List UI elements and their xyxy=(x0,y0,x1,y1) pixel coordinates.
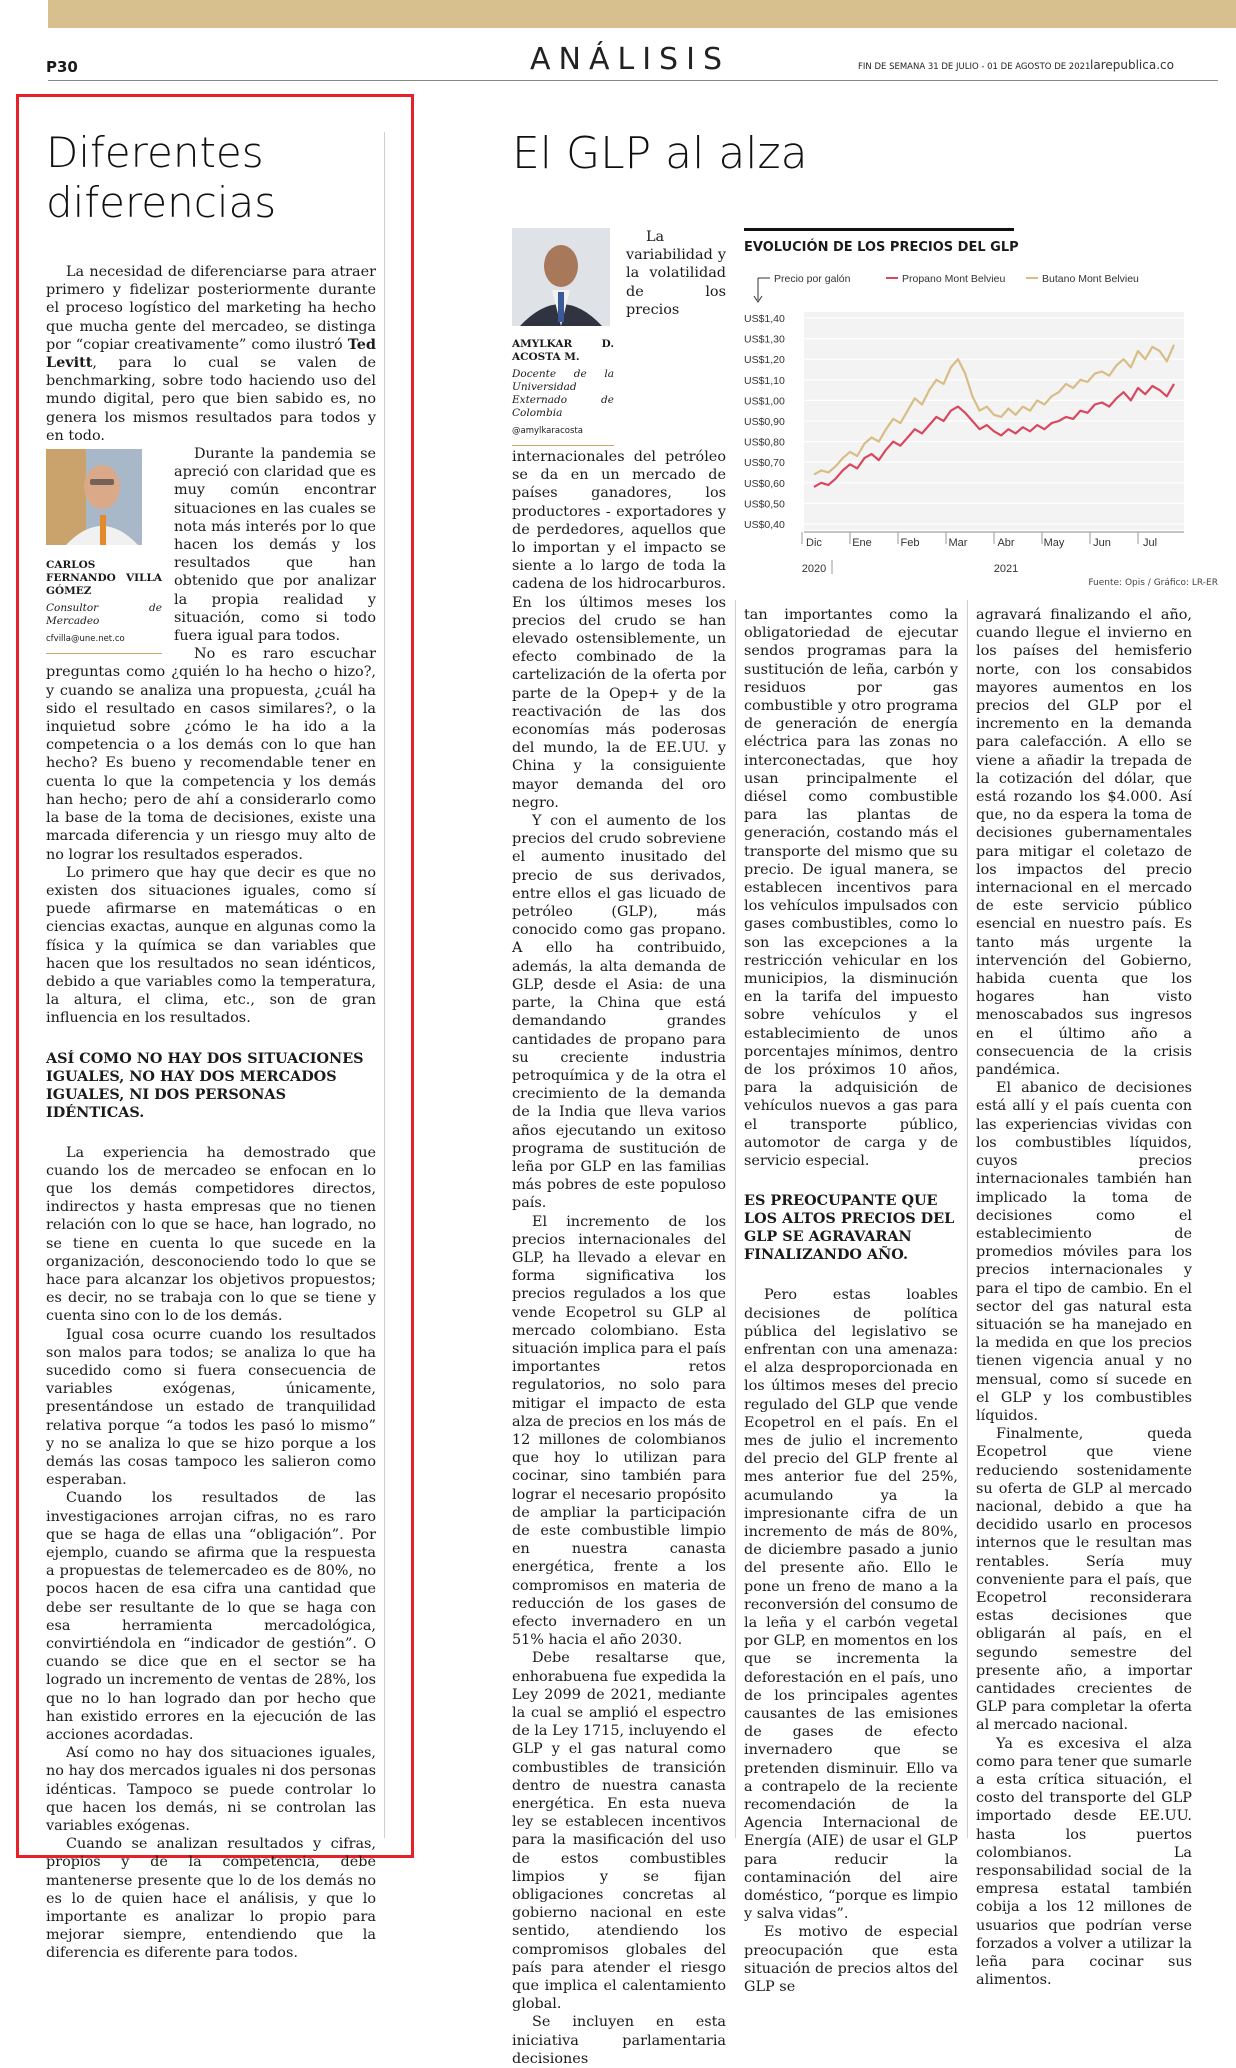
author-role: Consultor de Mercadeo xyxy=(46,602,162,628)
year-label: 2021 xyxy=(993,563,1019,575)
right-article-title: El GLP al alza xyxy=(512,128,808,179)
pull-quote: ES PREOCUPANTE QUE LOS ALTOS PRECIOS DEL GLP SE AGRAVARAN FINALIZANDO AÑO. xyxy=(744,1192,955,1264)
paragraph: tan importantes como la obligatoriedad de ejecutar sendos programas para la sustitución de leña, carbón y residuos por gas combustible y otro programa de generación de energía eléctrica para las zonas no interconectadas, que hoy usan principalmente el diésel como combustible para las plantas de generación, costando más el transporte del mismo que su precio. De igual manera, se establecen incentivos para los vehículos impulsados con gases combustibles, como lo son las excepciones a la restricción vehicular en los municipios, la disminución en la tarifa del impuesto sobre vehículos y el establecimiento de unos porcentajes mínimos, dentro de los próximos 10 años, para la adquisición de vehículos nuevos a gas para el transporte público, automotor de carga y de servicio especial. xyxy=(744,607,958,1170)
author-photo xyxy=(512,228,610,326)
chart-title: EVOLUCIÓN DE LOS PRECIOS DEL GLP xyxy=(744,240,1019,255)
x-tick-label: Mar xyxy=(948,537,968,549)
y-tick-label: US$1,10 xyxy=(744,374,785,387)
chart-top-rule xyxy=(744,228,1014,231)
paragraph: Pero estas loables decisiones de política pública del legislativo se enfrentan con una amenaza: el alza desproporcionada en los últimos meses del precio regulado del GLP que vende Ecopetrol en el país. En el mes de julio el incremento del precio del GLP frente al mes anterior fue del 25%, acumulando ya la impresionante cifra de un incremento de más de 80%, de diciembre pasado a junio del presente año. Ello le pone un freno de mano a la reconversión del consumo de la leña y el carbón vegetal por GLP, en momentos en los que se incrementa la deforestación en el país, uno de los principales agentes causantes de las emisiones de gases de efecto invernadero que se pretenden disminuir. Ello va a contrapelo de la reciente recomendación de la Agencia Internacional de Energía (AIE) de usar el GLP para reducir la contaminación del aire doméstico, “porque es limpio y salva vidas”. xyxy=(744,1287,958,1923)
author-role: Docente de la Universidad Externado de Colombia xyxy=(512,368,614,419)
issue-date: FIN DE SEMANA 31 DE JULIO - 01 DE AGOSTO DE 2021 xyxy=(858,62,1091,72)
paragraph: Cuando los resultados de las investigaciones arrojan cifras, no es raro que se haga de ellas una “obligación”. Por ejemplo, cuando se afirma que la respuesta a propuestas de telemercadeo es de 80%, no pocos hacen de esa cifra una cantidad que debe ser resultante de lo que se haga con esa herramienta mercadológica, convirtiéndola en “indicador de gestión”. O cuando se dice que en el sector se ha logrado un incremento de ventas de 28%, los que no lo han logrado dan por hecho que han existido errores en la ejecución de las acciones acordadas. xyxy=(46,1490,376,1744)
paragraph: Debe resaltarse que, enhorabuena fue expedida la Ley 2099 de 2021, mediante la cual se amplió el espectro de la Ley 1715, incluyendo el GLP y el gas natural como combustibles de transición dentro de nuestra canasta energética. En esta nueva ley se establecen incentivos para la masificación del uso de estos combustibles limpios y se fijan obligaciones concretas al gobierno nacional en este sentido, atendiendo los compromisos globales del país para atender el riesgo que implica el calentamiento global. xyxy=(512,1650,726,2013)
x-tick-label: Dic xyxy=(806,537,822,549)
legend-label: Butano Mont Belvieu xyxy=(1042,273,1139,285)
paragraph: No es raro escuchar preguntas como ¿quién lo ha hecho o hizo?, y cuando se analiza una propuesta, ¿cuál ha sido el resultado en casos similares?, o la inquietud sobre ¿cómo le ha ido a la competencia o a los demás con lo que han hecho? Es bueno y recomendable tener en cuenta lo que la competencia y los demás han hecho; pero de ahí a considerarlo como la base de la toma de decisiones, existe una marcada diferencia y un riesgo muy alto de no lograr los resultados esperados. xyxy=(46,646,376,863)
pull-quote: ASÍ COMO NO HAY DOS SITUACIONES IGUALES, NO HAY DOS MERCADOS IGUALES, NI DOS PERSONAS IDÉNTICAS. xyxy=(46,1049,364,1121)
column-divider xyxy=(735,600,736,1838)
y-tick-label: US$0,70 xyxy=(744,457,785,470)
chart-source: Fuente: Opis / Gráfico: LR-ER xyxy=(1088,578,1218,588)
paragraph: Es motivo de especial preocupación que esta situación de precios altos del GLP se xyxy=(744,1924,958,1996)
paragraph: Cuando se analizan resultados y cifras, propios y de la competencia, debe mantenerse presente que lo de los demás no es lo de quien hace el análisis, y que lo importante es analizar lo propio para mejorar siempre, entendiendo que la diferencia es diferente para todos. xyxy=(46,1836,376,1962)
legend-title: Precio por galón xyxy=(774,273,851,285)
paragraph: Finalmente, queda Ecopetrol que viene reduciendo sostenidamente su oferta de GLP al mercado nacional, debido a que ha decidido usarlo en procesos internos que le resultan mas rentables. Sería muy conveniente para el país, que Ecopetrol reconsiderara estas decisiones que obligarán al país, en el segundo semestre del presente año, a importar cantidades crecientes de GLP para completar la oferta al mercado nacional. xyxy=(976,1426,1192,1734)
author-name: CARLOS FERNANDO VILLA GÓMEZ xyxy=(46,559,162,598)
paragraph: Durante la pandemia se apreció con claridad que es muy común encontrar situaciones en las cuales se nota más interés por lo que hacen los demás y los resultados que han obtenido que por analizar la propia realidad y situación, como si todo fuera igual para todos. xyxy=(174,446,376,645)
person-name: Ted Levitt xyxy=(46,335,376,372)
y-tick-label: US$1,40 xyxy=(744,313,785,325)
title-line-1: Diferentes xyxy=(46,128,264,177)
y-tick-label: US$1,00 xyxy=(744,395,785,408)
left-article-title xyxy=(46,128,276,228)
y-tick-label: US$1,30 xyxy=(744,333,785,346)
paragraph: La necesidad de diferenciarse para atraer primero y fidelizar posteriormente durante el proceso logístico del marketing ha hecho que mucha gente del mercadeo, se distinga por “copiar creativamente” como ilustró Ted Levitt, para lo cual se valen de benchmarking, sobre todo haciendo uso del mundo digital, pero que bien sabido es, no genera los mismos resultados para todos y en todo. xyxy=(46,264,376,444)
y-tick-label: US$1,20 xyxy=(744,354,785,367)
author-box xyxy=(46,449,162,654)
y-tick-label: US$0,60 xyxy=(744,477,785,490)
left-article-body xyxy=(46,263,376,1963)
paragraph: Igual cosa ocurre cuando los resultados son malos para todos; se analiza lo que ha sucedido como si fuera consecuencia de variables exógenas, únicamente, presentándose un estado de tranquilidad relativa porque “a todos les pasó lo mismo” y no se analiza lo que se hizo porque a los demás las cosas tampoco les salieron como esperaban. xyxy=(46,1326,376,1489)
x-tick-label: May xyxy=(1043,537,1065,549)
paragraph: Se incluyen en esta iniciativa parlamentaria decisiones xyxy=(512,2014,726,2067)
x-tick-label: Abr xyxy=(997,537,1015,549)
y-tick-label: US$0,40 xyxy=(744,519,785,531)
legend-label: Propano Mont Belvieu xyxy=(902,273,1006,285)
y-tick-label: US$0,80 xyxy=(744,436,785,449)
x-tick-label: Jul xyxy=(1142,537,1158,549)
paragraph: Y con el aumento de los precios del crudo sobreviene el aumento inusitado del precio de sus derivados, entre ellos el gas licuado de petróleo (GLP), más conocido como gas propano. A ello ha contribuido, además, la alta demanda de GLP, desde el Asia: de una parte, la China que está demandando grandes cantidades de propano para su creciente industria petroquímica y de la otra el crecimiento de la demanda de la India que lleva varios años ejecutando un exitoso programa de sustitución de leña por GLP en las familias más pobres de este populoso país. xyxy=(512,813,726,1212)
paragraph: Ya es excesiva el alza como para tener que sumarle a esta crítica situación, el costo del transporte del GLP importado desde EE.UU. hasta los puertos colombianos. La responsabilidad social de la empresa estatal también cobija a los 12 millones de usuarios que podrían verse forzados a volver a utilizar la leña para cocinar sus alimentos. xyxy=(976,1735,1192,1989)
author-handle[interactable]: @amylkaracosta xyxy=(512,426,614,446)
paragraph: El incremento de los precios internacionales del GLP, ha llevado a elevar en forma significativa los precios regulados a los que vende Ecopetrol su GLP al mercado colombiano. Esta situación implica para el país importantes retos regulatorios, no solo para mitigar el impacto de esta alza de precios en los más de 12 millones de colombianos que hoy lo utilizan para cocinar, sino también para lograr el necesario propósito de ampliar la participación de este combustible limpio en nuestra canasta energética, frente a los compromisos en materia de reducción de los gases de efecto invernadero en un 51% hacia el año 2030. xyxy=(512,1213,726,1649)
author-box xyxy=(512,228,614,446)
x-tick-label: Feb xyxy=(900,537,920,549)
right-article-col-2 xyxy=(744,606,958,1996)
title-line-2: diferencias xyxy=(46,178,277,227)
author-name: AMYLKAR D. ACOSTA M. xyxy=(512,338,614,363)
y-tick-label: US$0,50 xyxy=(744,498,785,511)
y-tick-label: US$0,90 xyxy=(744,416,785,428)
paragraph: agravará finalizando el año, cuando llegue el invierno en los países del hemisferio norte, con los consabidos mayores aumentos en los precios del GLP por el incremento en la demanda para calefacción. A ello se viene a añadir la trepada de la cotización del dólar, que está rozando los $4.000. Así que, no da espera la toma de decisiones gubernamentales para mitigar el coletazo de los impactos del precio internacional en el mercado de este servicio público esencial en nuestro país. Es tanto más urgente la intervención del Gobierno, habida cuenta que los hogares han visto menoscabados sus ingresos en el último año a consecuencia de la crisis pandémica. xyxy=(976,607,1192,1079)
website-link[interactable]: larepublica.co xyxy=(1090,58,1174,72)
paragraph: El abanico de decisiones está allí y el país cuenta con las experiencias vividas con los combustibles líquidos, cuyos precios internacionales también han implicado la toma de decisiones como el establecimiento de promedios móviles para los precios internacionales y para el tipo de cambio. En el sector del gas natural esta situación se ha manejado en la medida en que los precios tienen vigencia anual y no mensual, como sí sucede en el GLP y los combustibles líquidos. xyxy=(976,1080,1192,1424)
x-tick-label: Ene xyxy=(852,537,872,549)
author-email[interactable]: cfvilla@une.net.co xyxy=(46,634,162,654)
author-photo xyxy=(46,449,142,545)
column-divider xyxy=(384,132,385,1838)
paragraph: Lo primero que hay que decir es que no existen dos situaciones iguales, como sí puede afirmarse en matemáticas o en ciencias exactas, aunque en algunas como la física y la química se dan variables que hacen que los resultados no sean idénticos, debido a que variables como la temperatura, la altura, el clima, etc., son de gran influencia en los resultados. xyxy=(46,864,376,1027)
page-number: P30 xyxy=(46,58,78,76)
right-article-col-3 xyxy=(976,606,1192,1989)
author-bio xyxy=(46,559,162,654)
glp-price-chart xyxy=(744,264,1218,584)
paragraph: Así como no hay dos situaciones iguales, no hay dos mercados iguales ni dos personas idénticas. Tampoco se puede controlar lo que hacen los demás, ni se controlan las variables exógenas. xyxy=(46,1745,376,1835)
paragraph: La variabilidad y la volatilidad de los precios internacionales del petróleo se da en un mercado de países ganadores, los productores - exportadores y de perdedores, aquellos que lo importan y el impacto se siente a lo largo de toda la cadena de los hidrocarburos. En los últimos meses los precios del crudo se han elevado ostensiblemente, un efecto combinado de la cartelización de la oferta por parte de la Opep+ y de la reactivación de las dos economías más poderosas del mundo, la de EE.UU. y China y la consiguiente mayor demanda del oro negro. xyxy=(512,229,726,811)
section-title: ANÁLISIS xyxy=(530,42,730,77)
column-divider xyxy=(967,600,968,1838)
top-color-band xyxy=(48,0,1236,28)
year-label: 2020 xyxy=(801,563,827,575)
x-tick-label: Jun xyxy=(1093,537,1111,549)
header-divider xyxy=(48,80,1218,81)
right-article-col-1 xyxy=(512,228,726,2068)
author-bio xyxy=(512,338,614,446)
paragraph: La experiencia ha demostrado que cuando los de mercadeo se enfocan en lo que los demás competidores directos, indirectos y hasta empresas que no tienen relación con lo que se hace, han logrado, no se tiene en cuenta lo que sucede en la organización, desconociendo todo lo que se hace para alcanzar los objetivos propuestos; es decir, no se trabaja con lo que se tiene y cuenta sino con lo de los demás. xyxy=(46,1144,376,1325)
